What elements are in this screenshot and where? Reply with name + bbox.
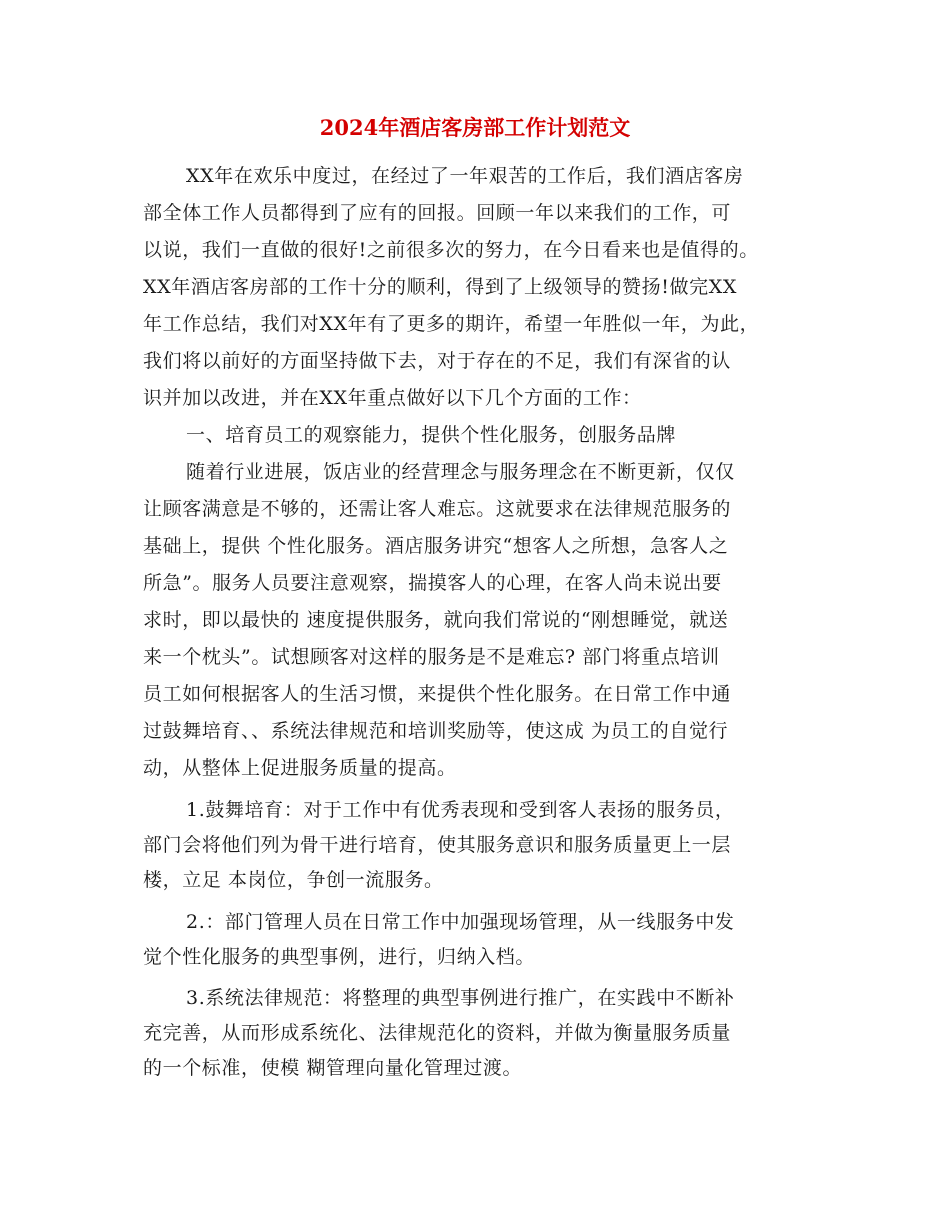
body-line-13: 来一个枕头”。试想顾客对这样的服务是不是难忘? 部门将重点培训: [143, 646, 720, 668]
body-line-1: XX年在欢乐中度过，在经过了一年艰苦的工作后，我们酒店客房: [186, 165, 744, 187]
body-line-12: 求时，即以最快的 速度提供服务，就向我们常说的“刚想睡觉，就送: [143, 609, 729, 631]
body-line-2: 部全体工作人员都得到了应有的回报。回顾一年以来我们的工作，可: [143, 202, 732, 224]
body-line-4: XX年酒店客房部的工作十分的顺利，得到了上级领导的赞扬!做完XX: [143, 276, 737, 298]
list-item-2-line-2: 觉个性化服务的典型事例，进行，归纳入档。: [143, 946, 536, 968]
body-line-10: 基础上，提供 个性化服务。酒店服务讲究“想客人之所想，急客人之: [143, 535, 729, 557]
body-line-15: 过鼓舞培育、、系统法律规范和培训奖励等，使这成 为员工的自觉行: [143, 720, 729, 742]
body-line-5: 年工作总结，我们对XX年有了更多的期许，希望一年胜似一年，为此，: [143, 313, 760, 335]
document-title: 2024年酒店客房部工作计划范文: [319, 115, 631, 140]
list-item-2-line-1: 2.：部门管理人员在日常工作中加强现场管理，从一线服务中发: [186, 911, 735, 933]
list-item-3-line-2: 充完善，从而形成系统化、法律规范化的资料，并做为衡量服务质量: [143, 1022, 732, 1044]
list-item-3-line-3: 的一个标准，使模 糊管理向量化管理过渡。: [143, 1057, 523, 1079]
body-line-6: 我们将以前好的方面坚持做下去，对于存在的不足，我们有深省的认: [143, 350, 732, 372]
list-item-3-line-1: 3.系统法律规范：将整理的典型事例进行推广，在实践中不断补: [186, 987, 735, 1009]
body-line-14: 员工如何根据客人的生活习惯，来提供个性化服务。在日常工作中通: [143, 683, 732, 705]
list-item-1-line-2: 部门会将他们列为骨干进行培育，使其服务意识和服务质量更上一层: [143, 834, 732, 856]
body-line-7: 识并加以改进，并在XX年重点做好以下几个方面的工作：: [143, 387, 642, 409]
list-item-1-line-3: 楼，立足 本岗位，争创一流服务。: [143, 869, 444, 891]
section-heading-1: 一、培育员工的观察能力，提供个性化服务，创服务品牌: [186, 424, 677, 446]
body-line-8: 随着行业进展，饭店业的经营理念与服务理念在不断更新，仅仅: [186, 461, 735, 483]
list-item-1-line-1: 1.鼓舞培育：对于工作中有优秀表现和受到客人表扬的服务员，: [186, 799, 735, 821]
body-line-16: 动，从整体上促进服务质量的提高。: [143, 757, 457, 779]
body-line-11: 所急”。服务人员要注意观察，揣摸客人的心理，在客人尚未说出要: [143, 572, 722, 594]
body-line-3: 以说，我们一直做的很好!之前很多次的努力，在今日看来也是值得的。: [143, 239, 759, 261]
body-line-9: 让顾客满意是不够的，还需让客人难忘。这就要求在法律规范服务的: [143, 498, 732, 520]
